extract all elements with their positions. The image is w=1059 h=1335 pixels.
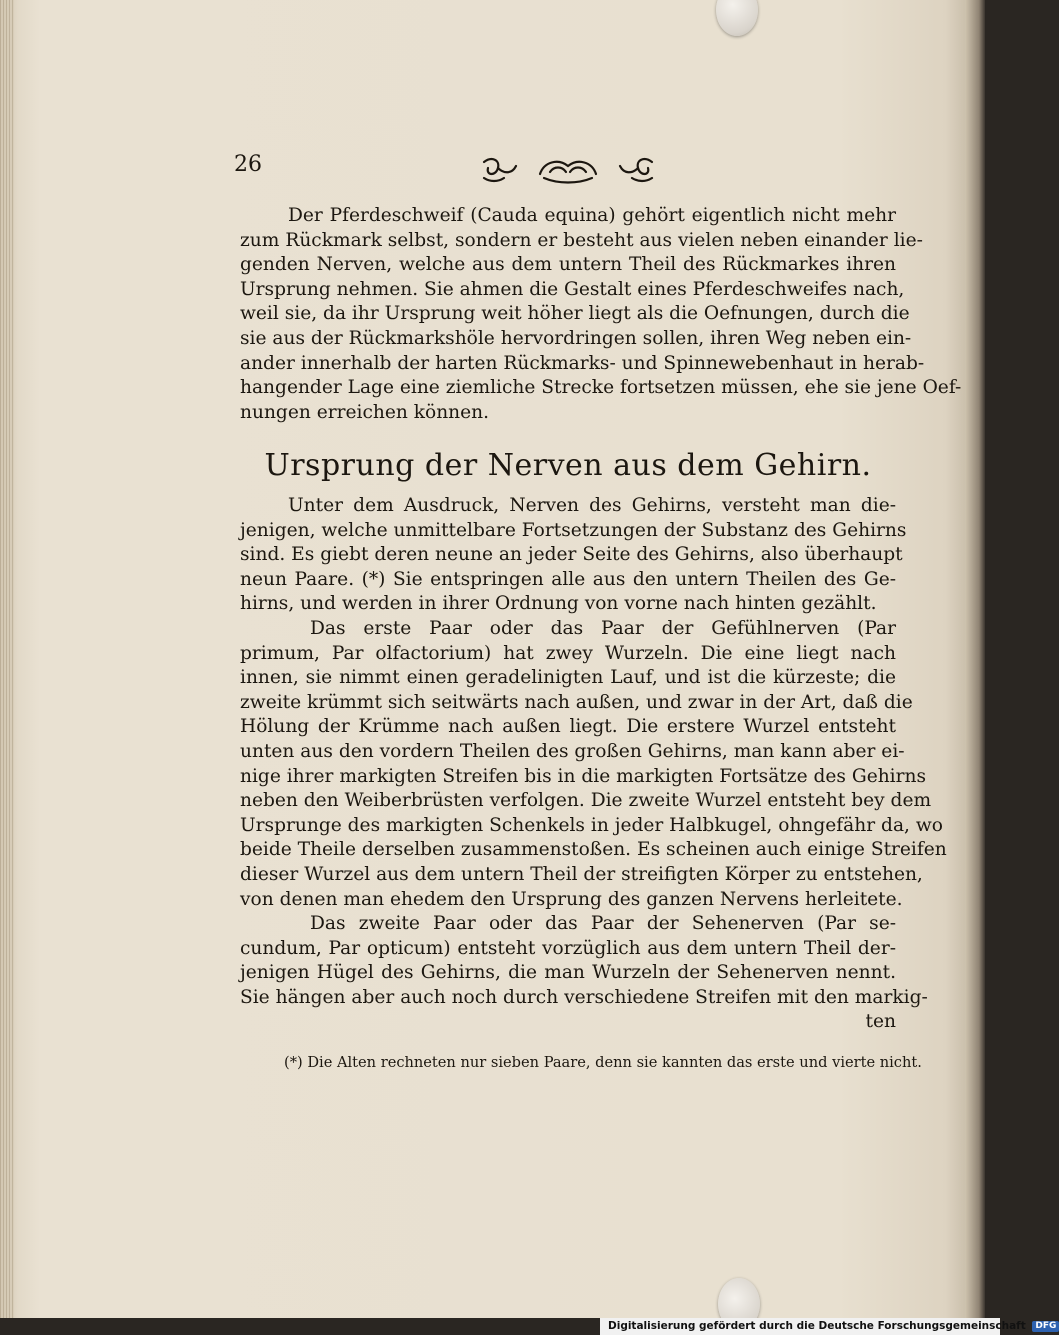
text-line: jenigen, welche unmittelbare Fortsetzungen der Substanz des Gehirns xyxy=(240,519,907,541)
text-line: innen, sie nimmt einen geradelinigten Lauf, und ist die kürzeste; die xyxy=(240,667,896,689)
text-line: primum, Par olfactorium) hat zwey Wurzeln. Die eine liegt nach xyxy=(240,642,896,664)
text-line: genden Nerven, welche aus dem untern Theil des Rückmarkes ihren xyxy=(240,254,896,276)
page-header xyxy=(234,152,894,192)
text-line: Ursprung nehmen. Sie ahmen die Gestalt eines Pferdeschweifes nach, xyxy=(240,278,905,300)
text-line: weil sie, da ihr Ursprung weit höher liegt als die Oefnungen, durch die xyxy=(240,303,910,325)
text-line: Das erste Paar oder das Paar der Gefühlnerven (Par xyxy=(310,617,896,639)
text-line: nige ihrer markigten Streifen bis in die markigten Fortsätze des Gehirns xyxy=(240,765,927,787)
page-clip-top xyxy=(716,0,758,36)
text-line: Hölung der Krümme nach außen liegt. Die erstere Wurzel entsteht xyxy=(240,716,896,738)
paragraph-cauda-equina xyxy=(240,204,962,425)
text-line: sind. Es giebt deren neune an jeder Seite des Gehirns, also überhaupt xyxy=(240,544,903,566)
section-heading: Ursprung der Nerven aus dem Gehirn. xyxy=(264,448,872,483)
text-line: von denen man ehedem den Ursprung des ganzen Nervens herleitete. xyxy=(240,888,903,910)
text-line: hirns, und werden in ihrer Ordnung von vorne nach hinten gezählt. xyxy=(240,593,877,615)
book-gutter-shadow xyxy=(965,0,985,1318)
decorative-vine-ornament-icon xyxy=(478,152,658,188)
text-line: neun Paare. (*) Sie entspringen alle aus den untern Theilen des Ge- xyxy=(240,568,896,590)
text-line: zweite krümmt sich seitwärts nach außen, und zwar in der Art, daß die xyxy=(240,691,913,713)
footnote: (*) Die Alten rechneten nur sieben Paare, denn sie kannten das erste und vierte nicht. xyxy=(284,1054,922,1071)
text-line: zum Rückmark selbst, sondern er besteht aus vielen neben einander lie- xyxy=(240,229,923,251)
text-line: ander innerhalb der harten Rückmarks- und Spinnewebenhaut in herab- xyxy=(240,352,925,374)
paragraph-group-cranial-nerves xyxy=(240,494,947,1035)
text-line: unten aus den vordern Theilen des großen Gehirns, man kann aber ei- xyxy=(240,740,905,762)
text-line: Ursprunge des markigten Schenkels in jeder Halbkugel, ohngefähr da, wo xyxy=(240,814,943,836)
text-line: dieser Wurzel aus dem untern Theil der streifigten Körper zu entstehen, xyxy=(240,863,923,885)
text-line: Das zweite Paar oder das Paar der Sehenerven (Par se- xyxy=(310,913,896,935)
text-line: cundum, Par opticum) entsteht vorzüglich aus dem untern Theil der- xyxy=(240,937,896,959)
text-line: neben den Weiberbrüsten verfolgen. Die zweite Wurzel entsteht bey dem xyxy=(240,790,932,812)
text-line: jenigen Hügel des Gehirns, die man Wurzeln der Sehenerven nennt. xyxy=(240,962,896,984)
digitization-credit xyxy=(600,1318,1057,1335)
dfg-logo: DFG xyxy=(1032,1321,1059,1332)
catchword: ten xyxy=(865,1011,896,1033)
text-line: hangender Lage eine ziemliche Strecke fortsetzen müssen, ehe sie jene Oef- xyxy=(240,377,962,399)
text-line: sie aus der Rückmarkshöle hervordringen sollen, ihren Weg neben ein- xyxy=(240,327,912,349)
text-line: Unter dem Ausdruck, Nerven des Gehirns, versteht man die- xyxy=(288,495,896,516)
page-stack-edge xyxy=(0,0,14,1318)
text-line: beide Theile derselben zusammenstoßen. Es scheinen auch einige Streifen xyxy=(240,839,947,861)
credit-text: Digitalisierung gefördert durch die Deutsche Forschungsgemeinschaft xyxy=(608,1320,1026,1332)
text-line: Sie hängen aber auch noch durch verschiedene Streifen mit den markig- xyxy=(240,986,928,1008)
text-line: nungen erreichen können. xyxy=(240,401,490,423)
page-number: 26 xyxy=(234,152,262,177)
text-line: Der Pferdeschweif (Cauda equina) gehört eigentlich nicht mehr xyxy=(288,205,896,226)
